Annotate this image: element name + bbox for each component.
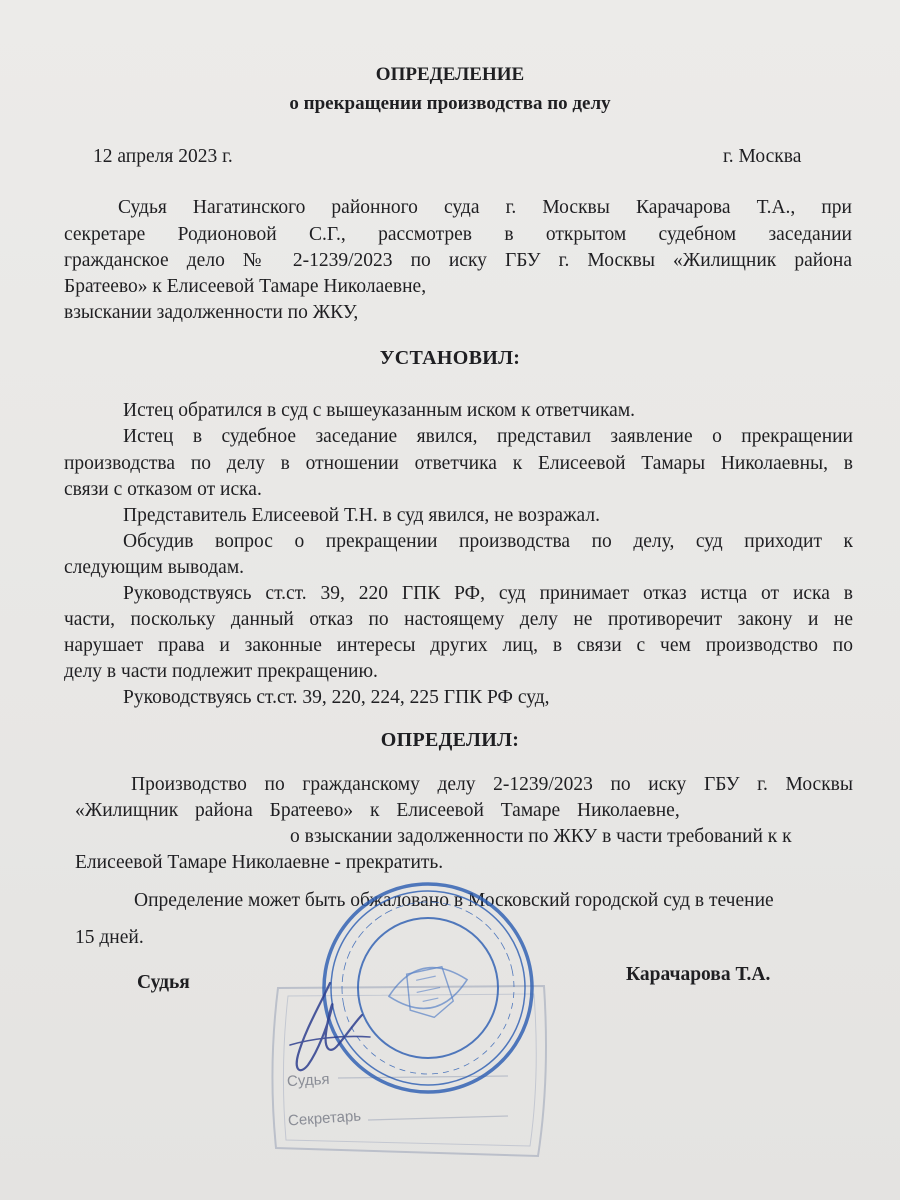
- ruling-line: 15 дней.: [75, 927, 144, 948]
- body-line: Обсудив вопрос о прекращении производства по делу, суд приходит к: [123, 531, 853, 552]
- intro-line: Судья Нагатинского районного суда г. Москвы Карачарова Т.А., при: [118, 197, 852, 218]
- intro-line: взыскании задолженности по ЖКУ,: [64, 302, 359, 323]
- document-date: 12 апреля 2023 г.: [93, 146, 233, 167]
- body-line: нарушает права и законные интересы других лиц, в связи с чем производство по: [64, 635, 853, 656]
- intro-line: секретаре Родионовой С.Г., рассмотрев в открытом судебном заседании: [64, 224, 852, 245]
- intro-line: Братеево» к Елисеевой Тамаре Николаевне,: [64, 276, 427, 297]
- ruling-line: Елисеевой Тамаре Николаевне - прекратить.: [75, 852, 444, 873]
- body-line: Руководствуясь ст.ст. 39, 220, 224, 225 ГПК РФ суд,: [123, 687, 550, 708]
- body-line: следующим выводам.: [64, 557, 245, 578]
- signature-scribble-icon: [270, 975, 390, 1095]
- ruling-line: Производство по гражданскому делу 2-1239/2023 по иску ГБУ г. Москвы: [131, 774, 853, 795]
- body-line: Руководствуясь ст.ст. 39, 220 ГПК РФ, суд принимает отказ истца от иска в: [123, 583, 853, 604]
- frame-secretary-label: Секретарь: [287, 1107, 362, 1130]
- body-line: Истец обратился в суд с вышеуказанным иском к ответчикам.: [123, 400, 636, 421]
- body-line: Истец в судебное заседание явился, представил заявление о прекращении: [123, 426, 853, 447]
- document-subtitle: о прекращении производства по делу: [289, 93, 611, 114]
- body-line: части, поскольку данный отказ по настоящему делу не противоречит закону и не: [64, 609, 853, 630]
- document-city: г. Москва: [723, 146, 802, 167]
- ruling-line: о взыскании задолженности по ЖКУ в части требований к к: [290, 826, 792, 847]
- frame-judge-label: Судья: [286, 1070, 330, 1091]
- body-line: Представитель Елисеевой Т.Н. в суд явился, не возражал.: [123, 505, 600, 526]
- ruling-line: Определение может быть обжаловано в Московский городской суд в течение: [134, 890, 774, 911]
- section-heading-established: УСТАНОВИЛ:: [379, 347, 521, 369]
- signature-role: Судья: [137, 972, 190, 993]
- section-heading-decided: ОПРЕДЕЛИЛ:: [380, 729, 520, 751]
- intro-line: гражданское дело № 2-1239/2023 по иску ГБУ г. Москвы «Жилищник района: [64, 250, 852, 271]
- body-line: связи с отказом от иска.: [64, 479, 262, 500]
- ruling-line: «Жилищник района Братеево» к Елисеевой Тамаре Николаевне,: [75, 800, 680, 821]
- body-line: производства по делу в отношении ответчика к Елисеевой Тамары Николаевны, в: [64, 453, 853, 474]
- signature-name: Карачарова Т.А.: [626, 964, 771, 985]
- document-title: ОПРЕДЕЛЕНИЕ: [375, 64, 525, 85]
- body-line: делу в части подлежит прекращению.: [64, 661, 378, 682]
